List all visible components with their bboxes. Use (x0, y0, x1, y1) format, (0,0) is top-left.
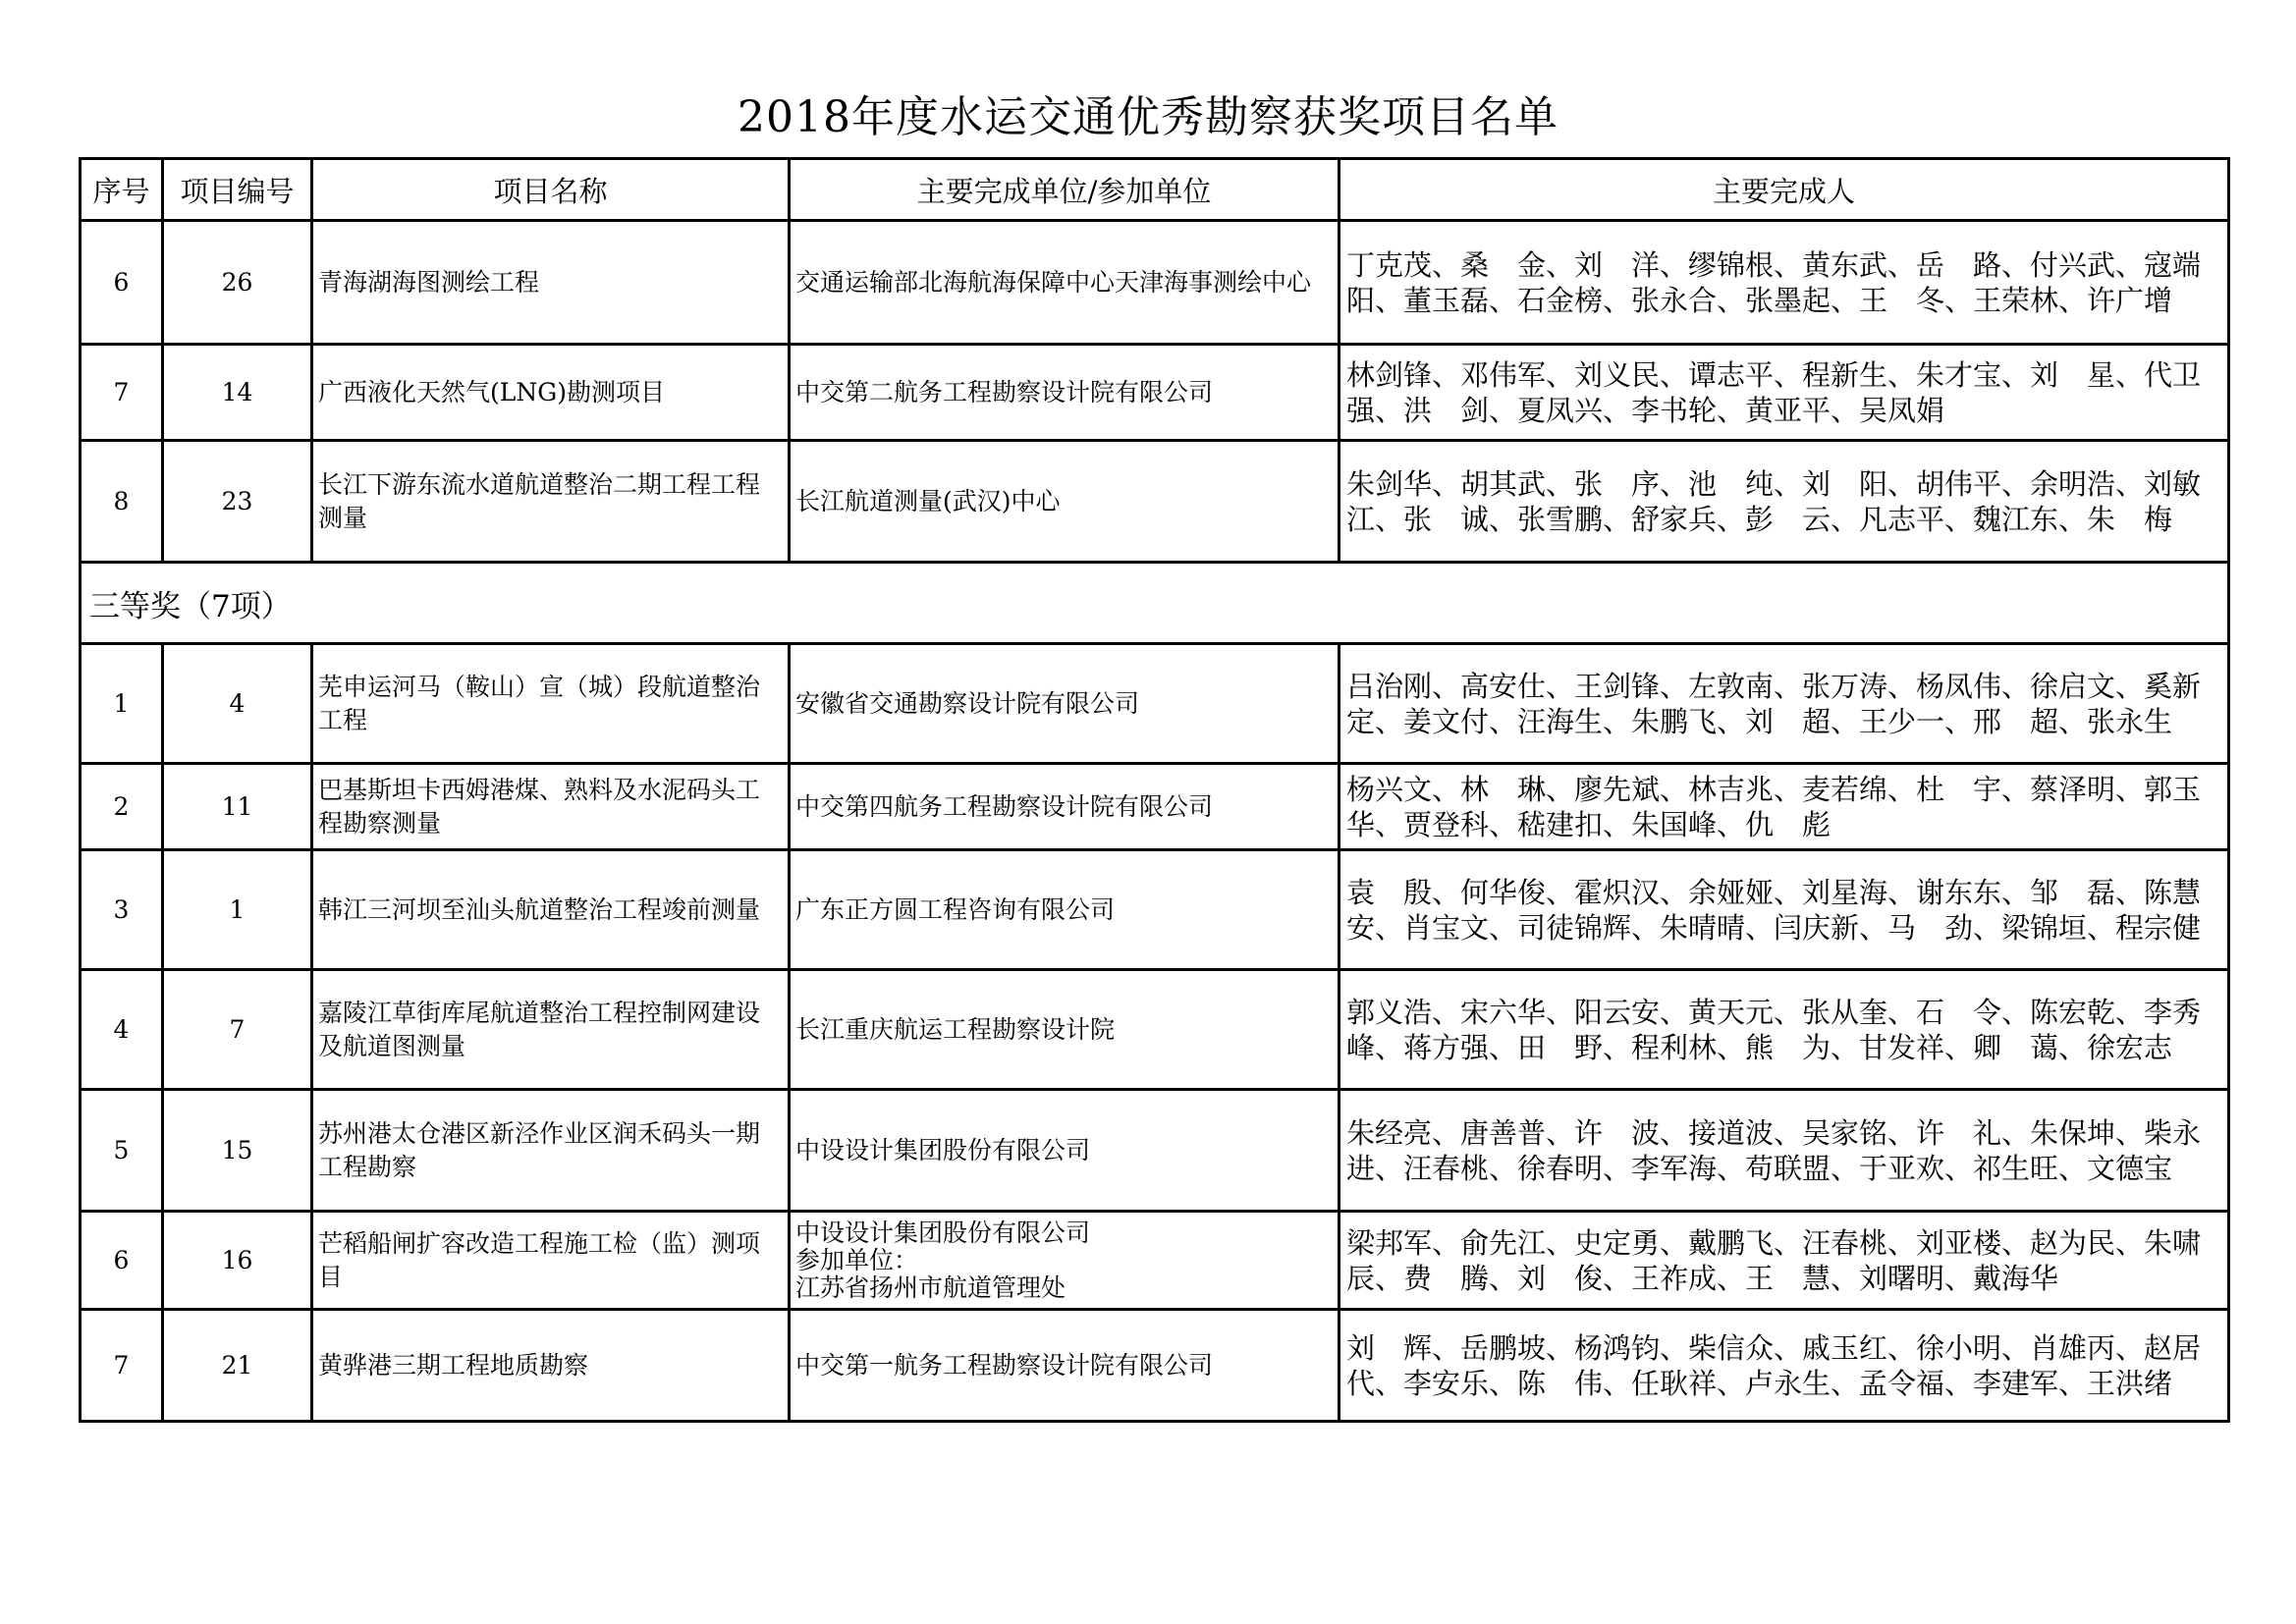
people-cell: 林剑锋、邓伟军、刘义民、谭志平、程新生、朱才宝、刘 星、代卫强、洪 剑、夏凤兴、李书轮、黄亚平、吴凤娟 (1339, 345, 2229, 441)
seq-cell: 4 (81, 970, 163, 1090)
header-row (81, 159, 2229, 221)
section-row (81, 563, 2229, 644)
project-name-cell: 苏州港太仓港区新泾作业区润禾码头一期工程勘察 (312, 1090, 790, 1212)
code-cell: 1 (163, 850, 312, 970)
project-name-cell: 芜申运河马（鞍山）宣（城）段航道整治工程 (312, 644, 790, 764)
code-cell: 4 (163, 644, 312, 764)
people-cell: 朱剑华、胡其武、张 序、池 纯、刘 阳、胡伟平、余明浩、刘敏江、张 诚、张雪鹏、舒家兵、彭 云、凡志平、魏江东、朱 梅 (1339, 441, 2229, 563)
code-cell: 21 (163, 1310, 312, 1422)
project-name-cell: 青海湖海图测绘工程 (312, 221, 790, 345)
seq-cell: 8 (81, 441, 163, 563)
table-row (81, 1212, 2229, 1310)
unit-cell (790, 1212, 1339, 1310)
seq-cell: 1 (81, 644, 163, 764)
code-cell: 15 (163, 1090, 312, 1212)
project-name-cell: 韩江三河坝至汕头航道整治工程竣前测量 (312, 850, 790, 970)
table-row (81, 1310, 2229, 1422)
table-row (81, 850, 2229, 970)
page-title: 2018年度水运交通优秀勘察获奖项目名单 (738, 92, 1558, 142)
unit-cell: 安徽省交通勘察设计院有限公司 (790, 644, 1339, 764)
unit-cell: 长江重庆航运工程勘察设计院 (790, 970, 1339, 1090)
project-name-cell: 巴基斯坦卡西姆港煤、熟料及水泥码头工程勘察测量 (312, 764, 790, 850)
seq-cell: 3 (81, 850, 163, 970)
unit-cell: 中交第四航务工程勘察设计院有限公司 (790, 764, 1339, 850)
seq-cell: 7 (81, 345, 163, 441)
seq-cell: 5 (81, 1090, 163, 1212)
header-seq: 序号 (81, 159, 163, 221)
section-title: 三等奖（7项） (81, 563, 2229, 644)
header-code: 项目编号 (163, 159, 312, 221)
project-name-cell: 嘉陵江草街库尾航道整治工程控制网建设及航道图测量 (312, 970, 790, 1090)
code-cell: 11 (163, 764, 312, 850)
unit-line: 江苏省扬州市航道管理处 (795, 1272, 1066, 1302)
people-cell: 吕治刚、高安仕、王剑锋、左敦南、张万涛、杨凤伟、徐启文、奚新定、姜文付、汪海生、朱鹏飞、刘 超、王少一、邢 超、张永生 (1339, 644, 2229, 764)
seq-cell: 6 (81, 1212, 163, 1310)
unit-cell: 中交第一航务工程勘察设计院有限公司 (790, 1310, 1339, 1422)
people-cell: 杨兴文、林 琳、廖先斌、林吉兆、麦若绵、杜 宇、蔡泽明、郭玉华、贾登科、嵇建扣、朱国峰、仇 彪 (1339, 764, 2229, 850)
table-row (81, 644, 2229, 764)
people-cell: 袁 殷、何华俊、霍炽汉、余娅娅、刘星海、谢东东、邹 磊、陈慧安、肖宝文、司徒锦辉、朱晴晴、闫庆新、马 劲、梁锦垣、程宗健 (1339, 850, 2229, 970)
table-row (81, 970, 2229, 1090)
code-cell: 16 (163, 1212, 312, 1310)
unit-cell: 长江航道测量(武汉)中心 (790, 441, 1339, 563)
project-name-cell: 芒稻船闸扩容改造工程施工检（监）测项目 (312, 1212, 790, 1310)
unit-line: 中设设计集团股份有限公司 (795, 1218, 1091, 1247)
people-cell: 丁克茂、桑 金、刘 洋、缪锦根、黄东武、岳 路、付兴武、寇端阳、董玉磊、石金榜、张永合、张墨起、王 冬、王荣林、许广增 (1339, 221, 2229, 345)
seq-cell: 2 (81, 764, 163, 850)
people-cell: 刘 辉、岳鹏坡、杨鸿钧、柴信众、戚玉红、徐小明、肖雄丙、赵居代、李安乐、陈 伟、任耿祥、卢永生、孟令福、李建军、王洪绪 (1339, 1310, 2229, 1422)
project-name-cell: 长江下游东流水道航道整治二期工程工程测量 (312, 441, 790, 563)
unit-cell: 交通运输部北海航海保障中心天津海事测绘中心 (790, 221, 1339, 345)
code-cell: 7 (163, 970, 312, 1090)
header-unit: 主要完成单位/参加单位 (790, 159, 1339, 221)
seq-cell: 7 (81, 1310, 163, 1422)
header-people: 主要完成人 (1339, 159, 2229, 221)
unit-line: 参加单位： (795, 1245, 919, 1274)
code-cell: 14 (163, 345, 312, 441)
table-row (81, 764, 2229, 850)
project-name-cell: 广西液化天然气(LNG)勘测项目 (312, 345, 790, 441)
project-name-cell: 黄骅港三期工程地质勘察 (312, 1310, 790, 1422)
people-cell: 梁邦军、俞先江、史定勇、戴鹏飞、汪春桃、刘亚楼、赵为民、朱啸辰、费 腾、刘 俊、王祚成、王 慧、刘曙明、戴海华 (1339, 1212, 2229, 1310)
header-name: 项目名称 (312, 159, 790, 221)
unit-cell: 中交第二航务工程勘察设计院有限公司 (790, 345, 1339, 441)
seq-cell: 6 (81, 221, 163, 345)
award-table (79, 157, 2230, 1423)
code-cell: 26 (163, 221, 312, 345)
table-row (81, 345, 2229, 441)
table-row (81, 1090, 2229, 1212)
code-cell: 23 (163, 441, 312, 563)
people-cell: 朱经亮、唐善普、许 波、接道波、吴家铭、许 礼、朱保坤、柴永进、汪春桃、徐春明、李军海、苟联盟、于亚欢、祁生旺、文德宝 (1339, 1090, 2229, 1212)
unit-cell: 广东正方圆工程咨询有限公司 (790, 850, 1339, 970)
table-row (81, 221, 2229, 345)
unit-cell: 中设设计集团股份有限公司 (790, 1090, 1339, 1212)
table-row (81, 441, 2229, 563)
people-cell: 郭义浩、宋六华、阳云安、黄天元、张从奎、石 令、陈宏乾、李秀峰、蒋方强、田 野、程利林、熊 为、甘发祥、卿 蔼、徐宏志 (1339, 970, 2229, 1090)
